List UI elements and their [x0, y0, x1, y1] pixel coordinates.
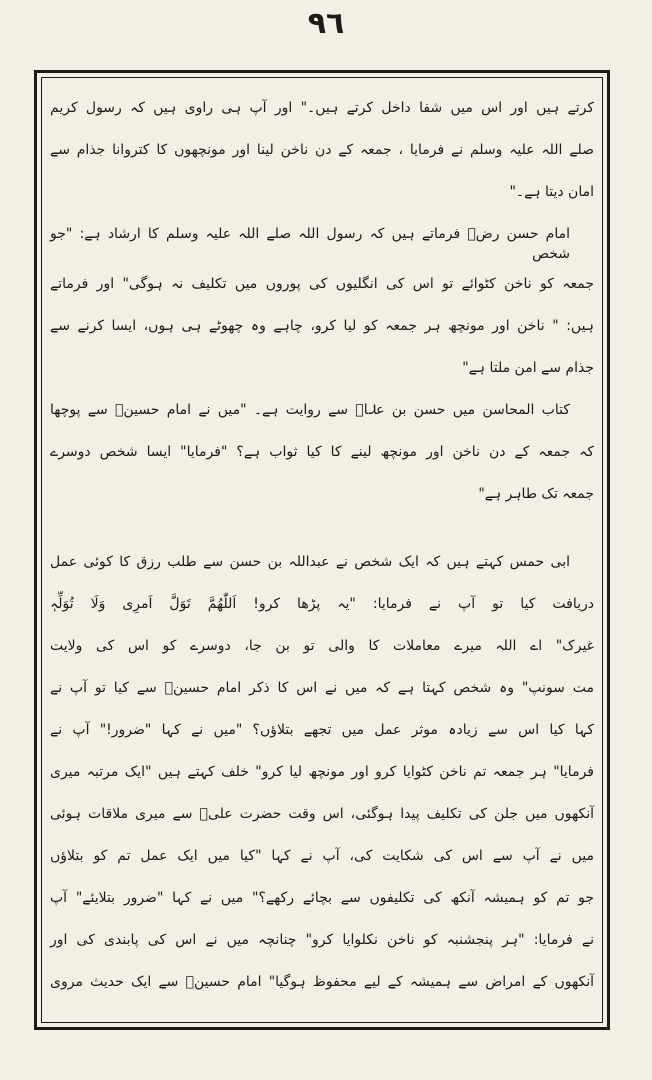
- text-line: جو تم کو ہمیشہ آنکھ کی تکلیفوں سے بچائے رکھے؟" میں نے کہا "ضرور بتلایئے" آپ: [50, 890, 594, 906]
- page-number: ٩٦: [307, 6, 345, 41]
- text-line: غیرک" اے اللہ میرے معاملات کا والی تو بن جا، دوسرے کو اس کی ولایت: [50, 638, 594, 654]
- text-line: کہ جمعہ کے دن ناخن اور مونچھ لینے کا کیا ثواب ہے؟ "فرمایا" ایسا شخص دوسرے: [50, 444, 594, 460]
- text-line: کتاب المحاسن میں حسن بن علاؓ سے روایت ہے۔ "میں نے امام حسینؓ سے پوچھا: [50, 402, 570, 418]
- text-line: میں نے آپ سے اس کی شکایت کی، آپ نے کہا "کیا میں ایک عمل تم کو بتلاؤں: [50, 848, 594, 864]
- text-line: امام حسن رضؓ فرماتے ہیں کہ رسول اللہ صلے اللہ علیہ وسلم کا ارشاد ہے: "جو شخص: [50, 226, 570, 262]
- paragraph-gap: [50, 516, 594, 542]
- text-line: دریافت کیا تو آپ نے فرمایا: "یہ پڑھا کرو! اَللّٰھُمَّ تَوَلَّ اَمرِی وَلَا تُوَلِّہٖ: [50, 596, 594, 612]
- text-line: ہیں: " ناخن اور مونچھ ہر جمعہ کو لیا کرو، چاہے وہ چھوٹے ہی ہوں، ایسا کرنے سے: [50, 318, 594, 334]
- text-line: آنکھوں کے امراض سے ہمیشہ کے لیے محفوظ ہوگیا" امام حسینؓ سے ایک حدیث مروی: [50, 974, 594, 990]
- text-line: ابی حمس کہتے ہیں کہ ایک شخص نے عبداللہ بن حسن سے طلب رزق کا کوئی عمل: [50, 554, 570, 570]
- text-line: جمعہ تک طاہر ہے": [478, 486, 594, 502]
- text-line: جذام سے امن ملتا ہے": [462, 360, 594, 376]
- text-line: کرتے ہیں اور اس میں شفا داخل کرتے ہیں۔" اور آپ ہی راوی ہیں کہ رسول کریم: [50, 100, 594, 116]
- text-line: امان دیتا ہے۔": [509, 184, 594, 200]
- text-line: کہا کیا اس سے زیادہ موثر عمل میں تجھے بتلاؤں؟ "میں نے کہا "ضرور!" آپ نے: [50, 722, 594, 738]
- text-line: جمعہ کو ناخن کٹوائے تو اس کی انگلیوں کی پوروں میں تکلیف نہ ہوگی" اور فرماتے: [50, 276, 594, 292]
- text-line: مت سونپ" وہ شخص کہتا ہے کہ میں نے اس کا ذکر امام حسینؓ سے کیا تو آپ نے: [50, 680, 594, 696]
- text-line: آنکھوں میں جلن کی تکلیف پیدا ہوگئی، اس وقت حضرت علیؓ سے میری ملاقات ہوئی: [50, 806, 594, 822]
- text-line: فرمایا" ہر جمعہ تم ناخن کٹوایا کرو اور مونچھ لیا کرو" خلف کہتے ہیں "ایک مرتبہ میری: [50, 764, 594, 780]
- page-text: [50, 88, 594, 1004]
- text-line: صلے اللہ علیہ وسلم نے فرمایا ، جمعہ کے دن ناخن لینا اور مونچھوں کا کتروانا جذام سے: [50, 142, 594, 158]
- text-line: نے فرمایا: "ہر پنجشنبہ کو ناخن نکلوایا کرو" چنانچہ میں نے اس کی پابندی کی اور: [50, 932, 594, 948]
